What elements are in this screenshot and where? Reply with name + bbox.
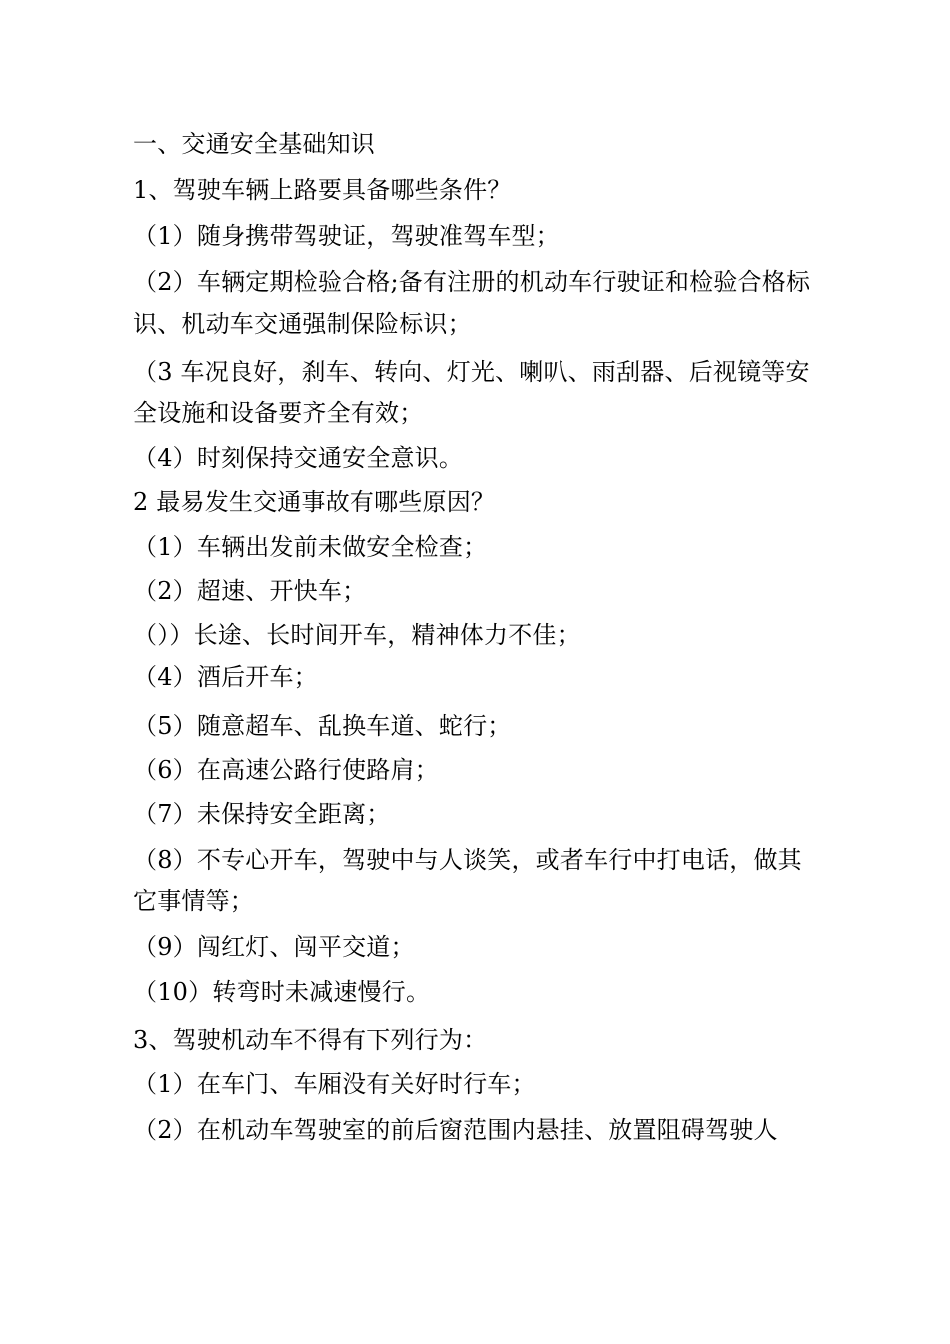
text-line: （））长途、长时间开车，精神体力不佳； <box>133 621 581 649</box>
section-heading: 一、交通安全基础知识 <box>133 130 375 158</box>
text-line: （3 车况良好，刹车、转向、灯光、喇叭、雨刮器、后视镜等安 <box>133 358 810 386</box>
text-line: 识、机动车交通强制保险标识； <box>133 310 472 338</box>
question-heading: 2 最易发生交通事故有哪些原因？ <box>133 488 496 516</box>
text-line: （7）未保持安全距离； <box>133 800 391 828</box>
question-heading: 1、驾驶车辆上路要具备哪些条件？ <box>133 176 512 204</box>
text-line: （2）在机动车驾驶室的前后窗范围内悬挂、放置阻碍驾驶人 <box>133 1116 778 1144</box>
text-line: （5）随意超车、乱换车道、蛇行； <box>133 712 512 740</box>
text-line: 它事情等； <box>133 887 254 915</box>
question-heading: 3、驾驶机动车不得有下列行为： <box>133 1026 488 1054</box>
text-line: （10）转弯时未减速慢行。 <box>133 978 431 1006</box>
text-line: （2）车辆定期检验合格;备有注册的机动车行驶证和检验合格标 <box>133 268 811 296</box>
text-line: （1）随身携带驾驶证，驾驶准驾车型； <box>133 222 560 250</box>
text-line: （4）酒后开车； <box>133 663 318 691</box>
text-line: 全设施和设备要齐全有效； <box>133 399 424 427</box>
text-line: （6）在高速公路行使路肩； <box>133 756 439 784</box>
text-line: （1）在车门、车厢没有关好时行车； <box>133 1070 536 1098</box>
text-line: （4）时刻保持交通安全意识。 <box>133 444 464 472</box>
text-line: （9）闯红灯、闯平交道； <box>133 933 415 961</box>
text-line: （8）不专心开车，驾驶中与人谈笑，或者车行中打电话，做其 <box>133 846 802 874</box>
text-line: （2）超速、开快车； <box>133 577 367 605</box>
text-line: （1）车辆出发前未做安全检查； <box>133 533 488 561</box>
